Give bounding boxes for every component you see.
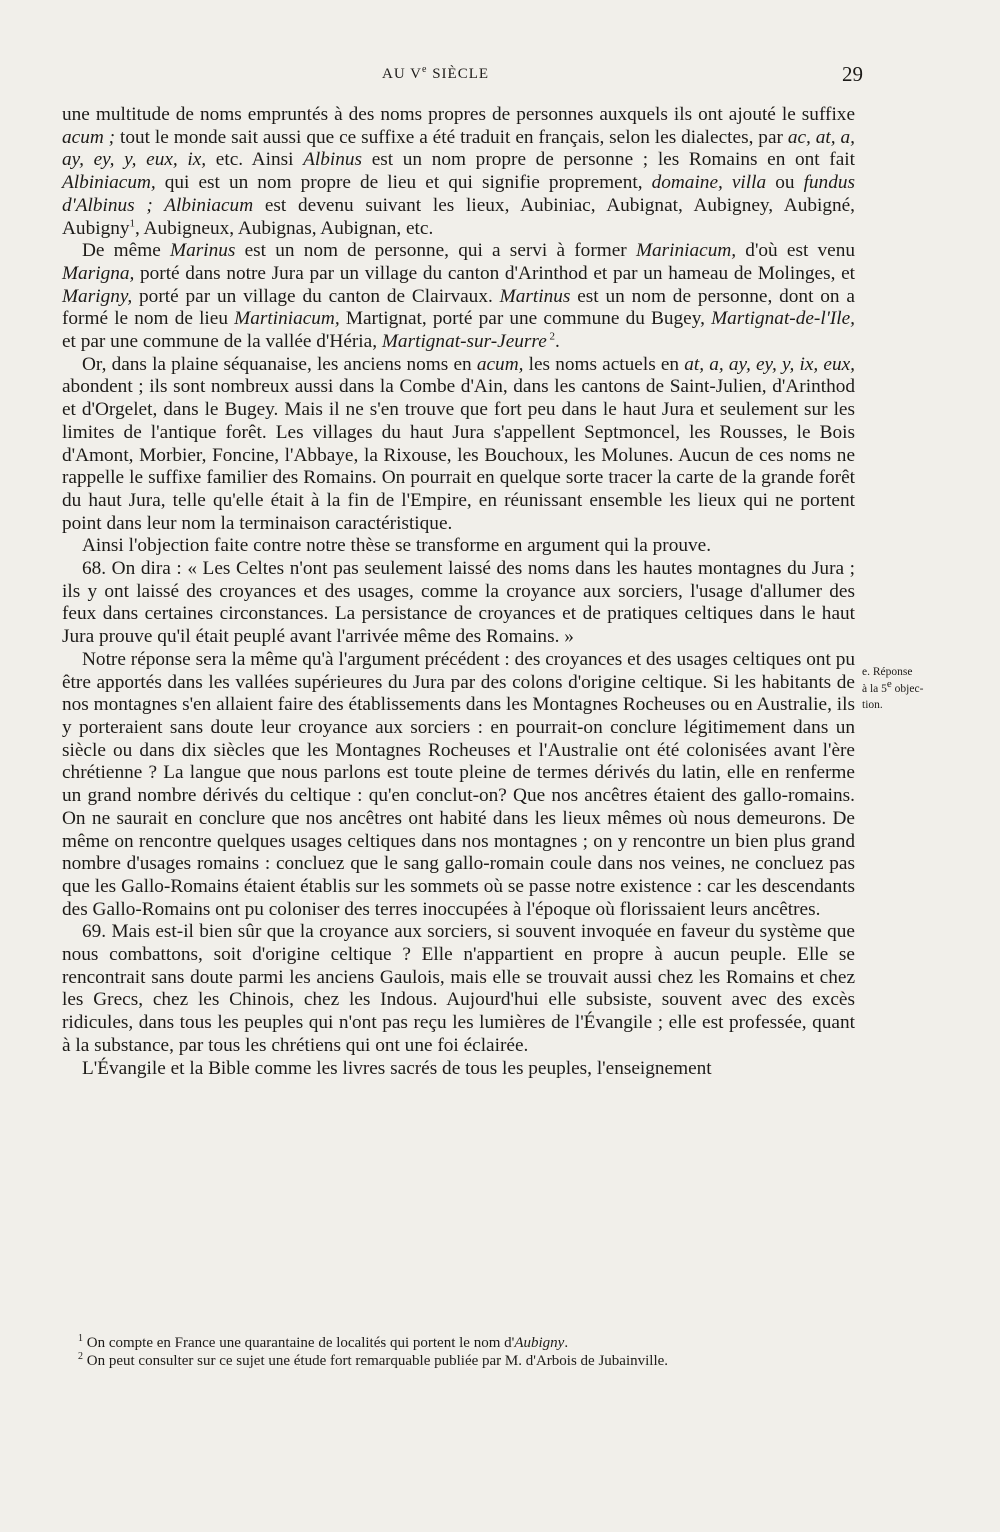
running-title: AU Ve SIÈCLE — [382, 64, 490, 82]
footnote-2: $^2$ On peut consulter sur ce sujet une étude fort remarquable publiée par M. d'Arbois de Jubainville. — [78, 1351, 669, 1369]
page-number: 29 — [842, 62, 863, 86]
footnote-1: $^1$ On compte en France une quarantaine de localités qui portent le nom d'Aubigny. — [78, 1333, 569, 1351]
footnote-ref-1: 1 — [129, 217, 135, 230]
margin-note: e. Réponse à la 5e objec- tion. — [862, 666, 924, 711]
paragraph-69: 69. Mais est-il bien sûr que la croyance aux sorciers, si souvent invoquée en faveur du système que nous combattons, soit d'origine celtique ? Elle n'appartient en propre à aucun peuple. Elle se rencontrait sans doute parmi les anciens Gaulois, mais elle se trouvait aussi chez les Romains et chez les Grecs, chez les Chinois, chez les Indous. Aujourd'hui elle subsiste, souvent avec des excès ridicules, dans tous les peuples qui n'ont pas reçu les lumières de l'Évangile ; elle est professée, quant à la substance, par tous les chrétiens qui ont une foi éclairée. — [62, 921, 855, 1056]
body-text — [62, 104, 855, 1080]
paragraph-2: De même Marinus est un nom de personne, qui a servi à former Mariniacum, d'où est venu Marigna, porté dans notre Jura par un village du canton d'Arinthod et par un hameau de Molinges, et Marigny, porté par un village du canton de Clairvaux. Martinus est un nom de personne, dont on a formé le nom de lieu Martiniacum, Martignat, porté par une commune du Bugey, Martignat-de-l'Ile, et par une commune de la vallée d'Héria, Martignat-sur-Jeurre $^2$. — [62, 240, 856, 353]
paragraph-8: L'Évangile et la Bible comme les livres sacrés de tous les peuples, l'enseignement — [82, 1057, 712, 1079]
paragraph-6: Notre réponse sera la même qu'à l'argument précédent : des croyances et des usages celtiques ont pu être apportés dans les vallées supérieures du Jura par des colons d'origine celtique. Si les habitants de nos montagnes s'en allaient faire des établissements dans les Montagnes Rocheuses ou en Australie, ils y porteraient sans doute leur croyance aux sorciers : en pourrait-on conclure légitimement dans un siècle ou dans dix siècles que les Montagnes Rocheuses et l'Australie ont été colonisées avant l'ère chrétienne ? La langue que nous parlons est toute pleine de termes dérivés du latin, elle en renferme un grand nombre dérivés du celtique : qu'en conclut-on? Que nos ancêtres étaient des gallo-romains. On ne saurait en conclure que nos ancêtres ont habité dans les lieux mêmes où nous demeurons. De même on rencontre quelques usages celtiques dans nos montagnes ; on y rencontre un bien plus grand nombre d'usages romains : concluez que le sang gallo-romain coule dans nos veines, ne concluez pas que les Gallo-Romains étaient établis sur les sommets où se passe notre existence : car les descendants des Gallo-Romains ont pu coloniser des terres inoccupées à l'époque où florissaient leurs ancêtres. — [62, 648, 855, 920]
footnote-ref-2: 2 — [546, 330, 556, 343]
paragraph-3: Or, dans la plaine séquanaise, les anciens noms en acum, les noms actuels en at, a, ay, ey, y, ix, eux, abondent ; ils sont nombreux aussi dans la Combe d'Ain, dans les cantons de Saint-Julien, d'Arinthod et d'Orgelet, dans le Bugey. Mais il ne s'en trouve que fort peu dans le haut Jura et seulement sur les limites de l'antique forêt. Les villages du haut Jura s'appellent Septmoncel, les Rousses, le Bois d'Amont, Morbier, Foncine, l'Abbaye, la Rixouse, les Bouchoux, les Molunes. Aucun de ces noms ne rappelle le suffixe familier des Romains. On pourrait en quelque sorte tracer la carte de la grande forêt du haut Jura, telle qu'elle était à la fin de l'Empire, en réunissant ensemble les lieux qui ne portent point dans leur nom la terminaison caractéristique. — [62, 353, 856, 534]
footnotes — [62, 1334, 855, 1370]
paragraph-1: une multitude de noms empruntés à des noms propres de personnes auxquels ils ont ajouté le suffixe acum ; tout le monde sait aussi que ce suffixe a été traduit en français, selon les dialectes, par ac, at, a, ay, ey, y, eux, ix, etc. Ainsi Albinus est un nom propre de personne ; les Romains en ont fait Albiniacum, qui est un nom propre de lieu et qui signifie proprement, domaine, villa ou fundus d'Albinus ; Albiniacum est devenu suivant les lieux, Aubiniac, Aubignat, Aubigney, Aubigné, Aubigny$^1$, Aubigneux, Aubignas, Aubignan, etc. — [62, 104, 855, 239]
paragraph-68: 68. On dira : « Les Celtes n'ont pas seulement laissé des noms dans les hautes montagnes du Jura ; ils y ont laissé des croyances et des usages, comme la croyance aux sorciers, l'usage d'allumer des feux dans certaines circonstances. La persistance de croyances et de pratiques celtiques dans le haut Jura prouve qu'il était peuplé avant l'arrivée même des Romains. » — [62, 558, 855, 648]
page-header — [60, 62, 863, 92]
paragraph-4: Ainsi l'objection faite contre notre thèse se transforme en argument qui la prouve. — [82, 535, 712, 557]
